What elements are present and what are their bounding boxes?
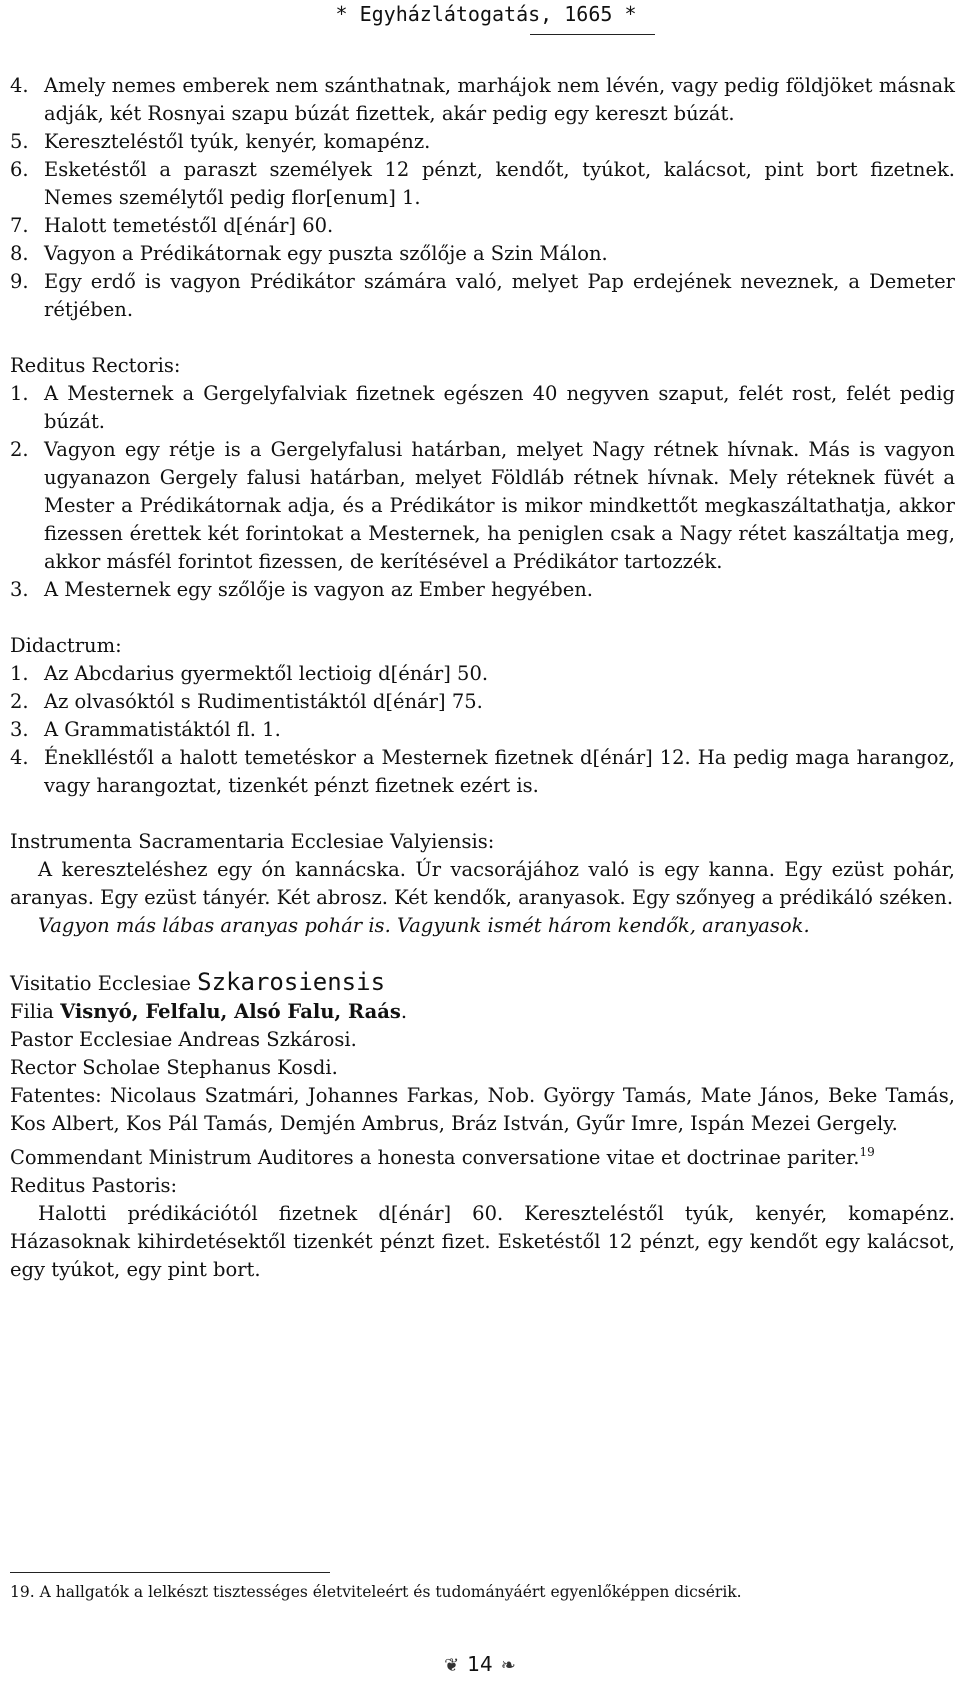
page-number-footer: [400, 1652, 560, 1676]
list-item: 7. Halott temetéstől d[énár] 60.: [10, 214, 334, 237]
list-item: 2. Az olvasóktól s Rudimentistáktól d[énár] 75.: [10, 690, 483, 713]
list-item: 4. Éneklléstől a halott temetéskor a Mesternek fizetnek d[énár] 12. Ha pedig maga harangoz, vagy harangoztat, tizenkét pénzt fizetnek ezért is.: [10, 746, 955, 797]
list-item: 4. Amely nemes emberek nem szánthatnak, marhájok nem lévén, vagy pedig földjöket másnak adják, két Rosnyai szapu búzát fizettek, akár pedig egy kereszt búzát.: [10, 74, 955, 125]
list-item: 8. Vagyon a Prédikátornak egy puszta szőlője a Szin Málon.: [10, 242, 608, 265]
filia-names: Visnyó, Felfalu, Alsó Falu, Raás: [60, 1000, 401, 1023]
list-item: 1. A Mesternek a Gergelyfalviak fizetnek egészen 40 negyven szaput, felét rost, felét pedig búzát.: [10, 382, 955, 433]
header-rule: [530, 34, 655, 35]
list-item: 2. Vagyon egy rétje is a Gergelyfalusi határban, melyet Nagy rétnek hívnak. Más is vagyon ugyanazon Gergely falusi határban, melyet Földláb rétnek hívnak. Mely réteknek füvét a Mester a Prédikátornak adja, és a Prédikátor is mikor mindkettőt megkaszáltathatja, akkor fizessen érettek két forintokat a Mesternek, ha peniglen csak a Nagy rétet kaszáltatja meg, akkor másfél forintot fizessen, de kerítésével a Prédikátor tartozzék.: [10, 438, 955, 573]
section-heading-didactrum: Didactrum:: [10, 634, 122, 657]
instrumenta-italic-paragraph: Vagyon más lábas aranyas pohár is. Vagyunk ismét három kendők, aranyasok.: [38, 914, 810, 937]
list-item: 3. A Mesternek egy szőlője is vagyon az Ember hegyében.: [10, 578, 593, 601]
commendant-paragraph: Commendant Ministrum Auditores a honesta conversatione vitae et doctrinae pariter.$^{19}$: [10, 1145, 875, 1169]
list-item: 5. Kereszteléstől tyúk, kenyér, komapénz.: [10, 130, 431, 153]
rector-line: Rector Scholae Stephanus Kosdi.: [10, 1056, 338, 1079]
visitatio-place-name: Szkarosiensis: [197, 968, 386, 996]
footnote-text: A hallgatók a lelkészt tisztességes életviteleért és tudományáért egyenlőképpen dicsérik.: [39, 1583, 742, 1601]
page-number: 14: [467, 1652, 493, 1676]
list-item: 6. Esketéstől a paraszt személyek 12 pénzt, kendőt, tyúkot, kalácsot, pint bort fizetnek. Nemes személytől pedig flor[enum] 1.: [10, 158, 955, 209]
section-heading-reditus-pastoris: Reditus Pastoris:: [10, 1174, 178, 1197]
list-item: 1. Az Abcdarius gyermektől lectioig d[énár] 50.: [10, 662, 489, 685]
reditus-pastoris-paragraph: Halotti prédikációtól fizetnek d[énár] 60. Kereszteléstől tyúk, kenyér, komapénz. Házasoknak kihirdetésektől tizenkét pénzt fizet. Esketéstől 12 pénzt, egy kendőt egy kalácsot, egy tyúkot, egy pint bort.: [10, 1202, 955, 1281]
footnote: [10, 1580, 940, 1604]
footnote-reference[interactable]: 19: [859, 1145, 875, 1159]
section-heading-reditus-rectoris: Reditus Rectoris:: [10, 354, 181, 377]
ornament-right-icon: ❧: [500, 1655, 516, 1676]
filia-line: Filia Visnyó, Felfalu, Alsó Falu, Raás.: [10, 1000, 408, 1023]
list-item: 9. Egy erdő is vagyon Prédikátor számára való, melyet Pap erdejének neveznek, a Demeter rétjében.: [10, 270, 955, 321]
instrumenta-paragraph: A kereszteléshez egy ón kannácska. Úr vacsorájához való is egy kanna. Egy ezüst pohár, aranyas. Egy ezüst tányér. Két abrosz. Két kendők, aranyasok. Egy szőnyeg a prédikáló széken.: [10, 858, 955, 909]
list-income-part1: [10, 72, 955, 324]
visitatio-title: Visitatio Ecclesiae Szkarosiensis: [10, 968, 386, 996]
pastor-line: Pastor Ecclesiae Andreas Szkárosi.: [10, 1028, 357, 1051]
running-header: * Egyházlátogatás, 1665 *: [335, 2, 637, 26]
fatentes-paragraph: Fatentes: Nicolaus Szatmári, Johannes Farkas, Nob. György Tamás, Mate János, Beke Tamás, Kos Albert, Kos Pál Tamás, Demjén Ambrus, Bráz István, Gyűr Imre, Ispán Mezei Gergely.: [10, 1084, 955, 1135]
ornament-left-icon: ❦: [444, 1655, 460, 1676]
footnote-rule: [10, 1572, 330, 1573]
section-heading-instrumenta: Instrumenta Sacramentaria Ecclesiae Valyiensis:: [10, 830, 495, 853]
footnote-number: 19.: [10, 1583, 35, 1601]
list-item: 3. A Grammatistáktól fl. 1.: [10, 718, 281, 741]
body-text: [10, 72, 955, 1284]
